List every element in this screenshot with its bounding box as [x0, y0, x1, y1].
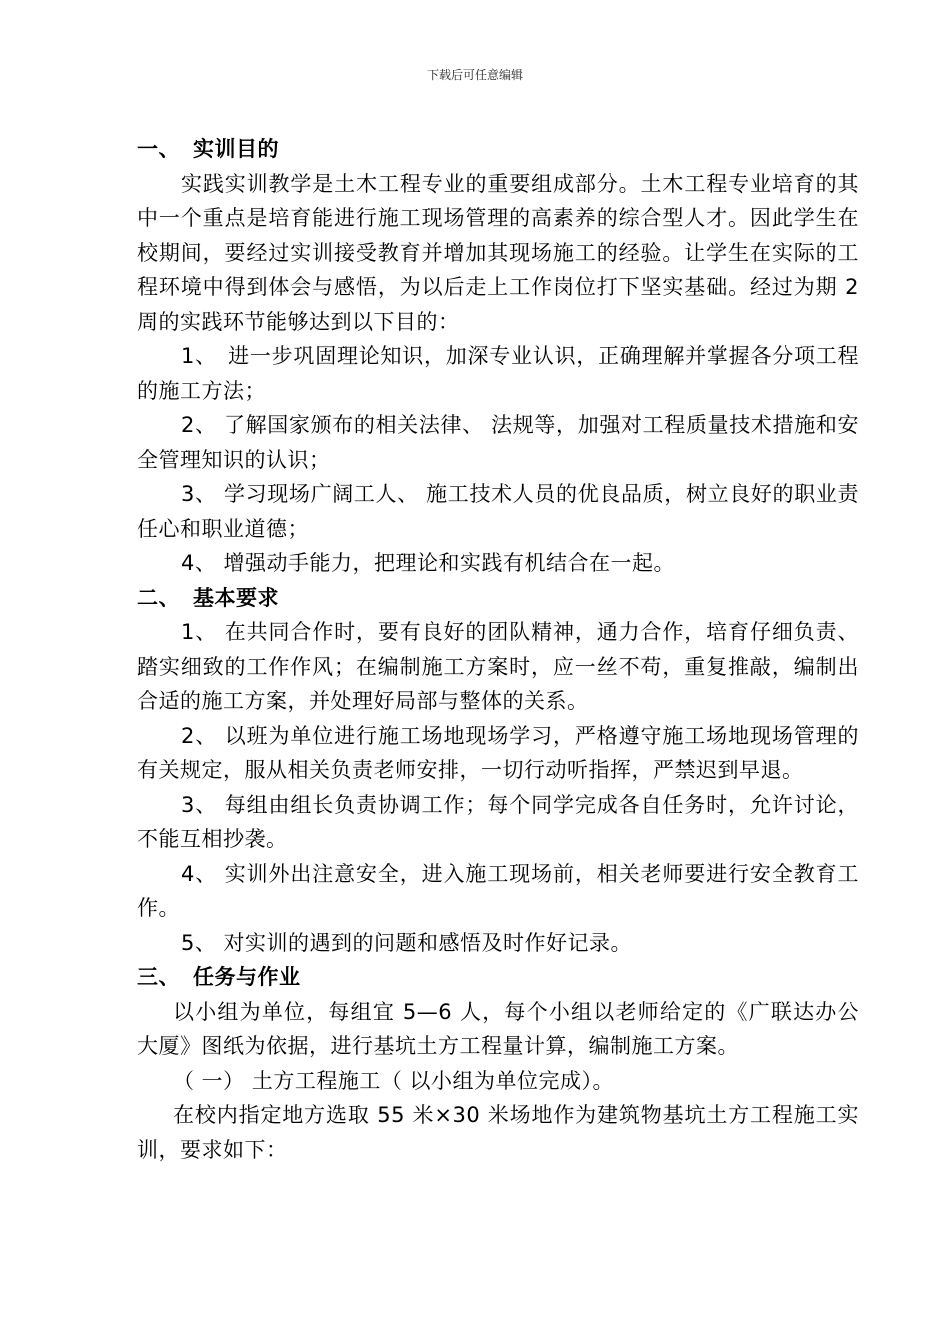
section-title: 实训目的 — [193, 137, 279, 161]
subheading: （ 一） 土方工程施工（ 以小组为单位完成）。 — [173, 1068, 615, 1093]
section-heading — [137, 132, 859, 167]
list-item: 1、 进一步巩固理论知识，加深专业认识，正确理解并掌握各分项工程的施工方法； — [137, 344, 859, 403]
list-item: 3、 学习现场广阔工人、 施工技术人员的优良品质，树立良好的职业责任心和职业道德； — [137, 482, 859, 541]
list-item: 5、 对实训的遇到的问题和感悟及时作好记录。 — [181, 930, 633, 955]
document-body — [137, 132, 859, 1167]
paragraph: 以小组为单位，每组宜 5—6 人，每个小组以老师给定的《广联达办公大厦》图纸为依据，进行基坑土方工程量计算，编制施工方案。 — [137, 999, 859, 1058]
paragraph: 在校内指定地方选取 55 米×30 米场地作为建筑物基坑土方工程施工实训，要求如下： — [137, 1103, 859, 1162]
section-heading — [137, 960, 859, 995]
list-item: 4、 实训外出注意安全，进入施工现场前，相关老师要进行安全教育工作。 — [137, 861, 859, 920]
list-item: 2、 以班为单位进行施工场地现场学习，严格遵守施工场地现场管理的有关规定，服从相关负责老师安排，一切行动听指挥，严禁迟到早退。 — [137, 723, 859, 782]
list-item: 4、 增强动手能力，把理论和实践有机结合在一起。 — [181, 551, 676, 575]
page-header: 下载后可任意编辑 — [426, 68, 523, 82]
list-item: 1、 在共同合作时，要有良好的团队精神，通力合作，培育仔细负责、 踏实细致的工作作风；在编制施工方案时，应一丝不苟，重复推敲，编制出合适的施工方案，并处理好局部与整体的关系。 — [137, 620, 859, 713]
section-title: 基本要求 — [193, 585, 279, 610]
section-heading — [137, 581, 859, 616]
section-number: 二、 — [137, 585, 180, 610]
list-item: 3、 每组由组长负责协调工作；每个同学完成各自任务时，允许讨论，不能互相抄袭。 — [137, 792, 859, 851]
section-number: 三、 — [137, 965, 180, 989]
paragraph: 实践实训教学是土木工程专业的重要组成部分。土木工程专业培育的其中一个重点是培育能进行施工现场管理的高素养的综合型人才。因此学生在校期间，要经过实训接受教育并增加其现场施工的经验。让学生在实际的工程环境中得到体会与感悟，为以后走上工作岗位打下坚实基础。经过为期 2 周的实践环节能够达到以下目的： — [137, 171, 859, 334]
section-number: 一、 — [137, 137, 180, 161]
list-item: 2、 了解国家颁布的相关法律、 法规等，加强对工程质量技术措施和安全管理知识的认识； — [137, 413, 859, 472]
section-title: 任务与作业 — [193, 965, 301, 989]
